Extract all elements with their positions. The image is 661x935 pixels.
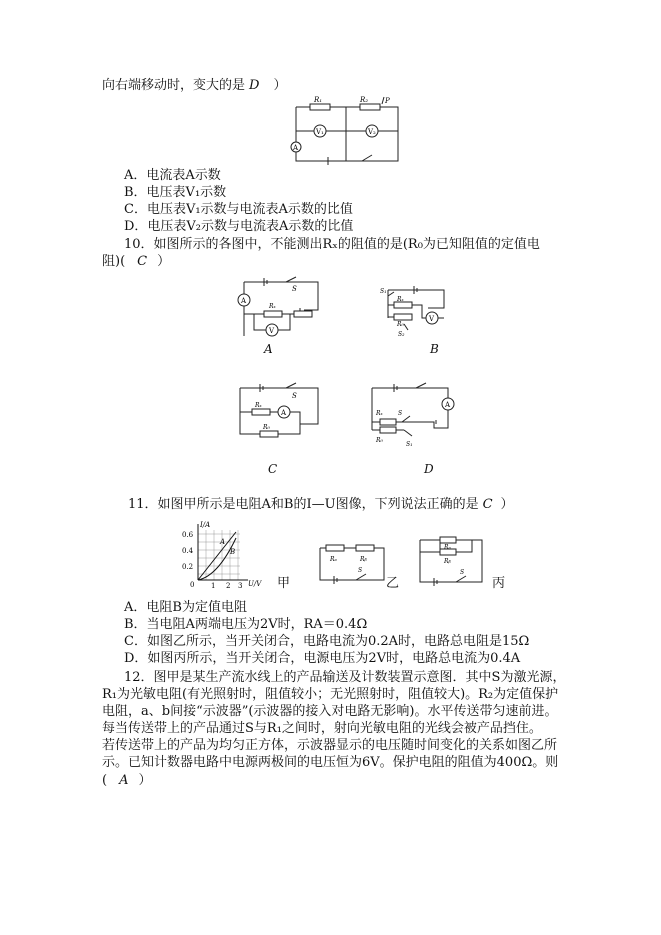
svg-text:S₂: S₂ (398, 331, 405, 338)
q11-answer: C (482, 497, 493, 512)
svg-text:A: A (220, 538, 226, 546)
q9-v2-label: V₂ (368, 128, 376, 136)
q11-circuit-bing (416, 534, 486, 586)
q11-circuit-yi (316, 540, 388, 584)
q11-option-d: D．如图丙所示，当开关闭合，电源电压为2V时，电路总电流为0.4A (124, 651, 521, 666)
svg-text:Rᵦ: Rᵦ (360, 556, 367, 563)
q9-answer: D (249, 78, 260, 93)
q10-label-b: B (430, 342, 439, 356)
svg-text:V: V (269, 327, 275, 335)
svg-text:Rₓ: Rₓ (255, 402, 262, 409)
svg-text:0.2: 0.2 (182, 563, 194, 571)
q11-stem: 11．如图甲所示是电阻A和B的I—U图像，下列说法正确的是 C ） (128, 497, 514, 512)
svg-text:A: A (241, 297, 247, 305)
svg-text:A: A (445, 401, 451, 409)
svg-text:R₀: R₀ (397, 321, 404, 328)
svg-text:S₁: S₁ (406, 441, 413, 448)
svg-text:V: V (429, 315, 435, 323)
q9-option-c: C．电压表V₁示数与电流表A示数的比值 (124, 202, 353, 217)
q10-circuit-b (378, 282, 450, 338)
svg-text:Rₓ: Rₓ (269, 303, 276, 310)
svg-text:Rₓ: Rₓ (376, 410, 383, 417)
q12-line-5: 若传送带上的产品为均匀正方体，示波器显示的电压随时间变化的关系如图乙所 (102, 738, 558, 753)
q11-fig-bing: 丙 (492, 576, 506, 591)
q12-answer-line: ( A ） (102, 773, 152, 788)
q11-fig-jia: 甲 (277, 576, 291, 591)
svg-text:0.4: 0.4 (182, 547, 194, 555)
q9-r2-label: R₂ (360, 96, 369, 104)
q10-circuit-d (362, 380, 460, 452)
q9-option-d: D．电压表V₂示数与电流表A示数的比值 (124, 219, 354, 234)
q9-option-a: A．电流表A示数 (124, 168, 221, 183)
q9-option-b: B．电压表V₁示数 (124, 185, 227, 200)
svg-text:3: 3 (238, 582, 243, 590)
svg-text:A: A (281, 409, 287, 417)
svg-text:R₀: R₀ (263, 424, 270, 431)
q9-stem-tail: 向右端移动时，变大的是 D ） (102, 78, 287, 93)
svg-text:Rᵦ: Rᵦ (444, 558, 451, 565)
q12-line-4: 每当传送带上的产品通过S与R₁之间时，射向光敏电阻的光线会被产品挡住。 (102, 721, 542, 736)
q10-circuit-c (230, 380, 326, 442)
svg-text:S: S (358, 567, 363, 574)
q9-v1-label: V₁ (316, 128, 324, 136)
q12-answer: A (119, 773, 129, 788)
svg-text:2: 2 (226, 582, 231, 590)
svg-text:S: S (460, 569, 465, 576)
q9-circuit-figure (286, 95, 406, 165)
q11-option-a: A．电阻B为定值电阻 (124, 600, 247, 615)
q12-line-2: R₁为光敏电阻(有光照射时，阻值较小；无光照射时，阻值较大)。R₂为定值保护 (102, 687, 559, 702)
q9-p-label: P (385, 97, 390, 105)
q9-r1-label: R₁ (314, 96, 323, 104)
svg-text:Rₐ: Rₐ (330, 556, 337, 563)
svg-text:S: S (292, 392, 297, 400)
svg-text:R₀: R₀ (376, 437, 383, 444)
svg-text:U/V: U/V (248, 580, 262, 588)
svg-text:1: 1 (211, 582, 216, 590)
q10-line2: 阻)( C ） (102, 254, 171, 269)
svg-text:S₁: S₁ (380, 288, 387, 295)
q11-option-c: C．如图乙所示，当开关闭合，电路电流为0.2A时，电路总电阻是15Ω (124, 634, 530, 649)
svg-text:B: B (230, 548, 236, 556)
q10-line1: 10．如图所示的各图中，不能测出Rₓ的阻值的是(R₀为已知阻值的定值电 (124, 237, 540, 252)
q11-iu-graph (178, 520, 268, 592)
q12-line-6: 示。已知计数器电路中电源两极间的电压恒为6V。保护电阻的阻值为400Ω。则 (102, 755, 559, 770)
svg-text:Rₓ: Rₓ (397, 296, 404, 303)
svg-text:Rₐ: Rₐ (444, 544, 451, 551)
svg-text:I/A: I/A (200, 521, 211, 529)
q10-label-c: C (268, 462, 278, 476)
q11-fig-yi: 乙 (386, 576, 400, 591)
q10-answer: C (137, 254, 148, 269)
svg-text:S: S (292, 285, 297, 293)
q10-circuit-a (234, 274, 326, 340)
q11-option-b: B．当电阻A两端电压为2V时，RA＝0.4Ω (124, 617, 368, 632)
q10-label-a: A (264, 342, 273, 356)
svg-text:0: 0 (190, 581, 195, 589)
svg-text:0.6: 0.6 (182, 531, 194, 539)
q9-a-label: A (293, 144, 299, 152)
q10-label-d: D (424, 462, 434, 476)
q12-line-3: 电阻，a、b间接“示波器”(示波器的接入对电路无影响)。水平传送带匀速前进。 (102, 704, 558, 719)
svg-text:S: S (398, 410, 403, 417)
q12-line-1: 12．图甲是某生产流水线上的产品输送及计数装置示意图．其中S为激光源， (124, 670, 566, 685)
